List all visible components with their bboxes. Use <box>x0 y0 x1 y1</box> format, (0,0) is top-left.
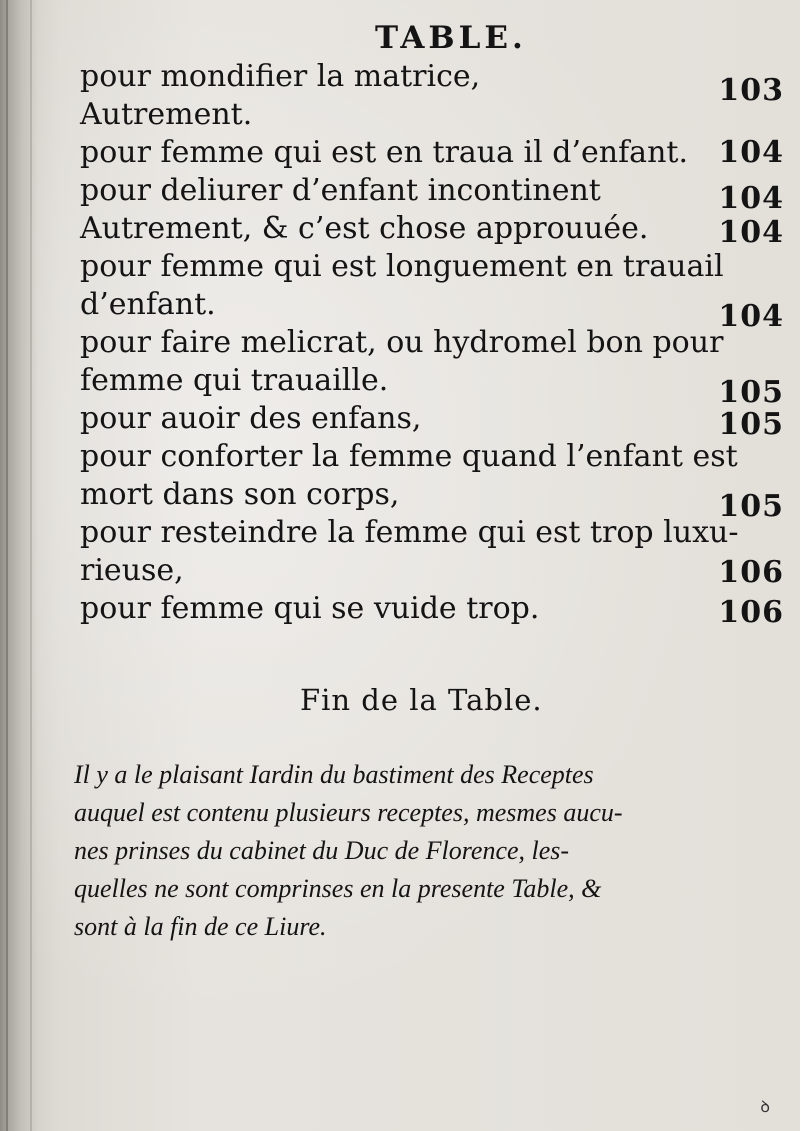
entry-page-number: 104 <box>718 181 784 216</box>
entry-page-number: 105 <box>718 375 784 410</box>
entry-text: pour conforter la femme quand l’enfant est <box>80 439 738 474</box>
entry-text: pour femme qui est longuement en trauail <box>80 249 724 284</box>
entry-text: Autrement, & c’est chose approuuée. <box>80 211 649 246</box>
entry-text: pour auoir des enfans, <box>80 401 422 436</box>
note-line: sont à la fin de ce Liure. <box>74 912 327 941</box>
entry-page-number: 105 <box>718 489 784 524</box>
entry-page-number: 104 <box>718 299 784 334</box>
gutter-edge-line <box>30 0 32 1131</box>
note-line: nes prinses du cabinet du Duc de Florence, les- <box>74 836 570 865</box>
entry-page-number: 106 <box>718 595 784 630</box>
table-entry <box>80 590 790 628</box>
note-line: quelles ne sont comprinses en la presente Table, & <box>74 874 602 903</box>
entry-text: pour femme qui se vuide trop. <box>80 591 540 626</box>
table-entry <box>80 438 790 524</box>
table-entries <box>80 58 790 628</box>
italic-note <box>74 756 790 946</box>
entry-text: pour deliurer d’enfant incontinent <box>80 173 601 208</box>
table-entry <box>80 134 790 172</box>
note-line: auquel est contenu plusieurs receptes, mesmes aucu- <box>74 798 623 827</box>
end-of-table-heading: Fin de la Table. <box>300 683 543 717</box>
entry-page-number: 103 <box>718 73 784 108</box>
entry-text-continued: d’enfant. <box>80 287 216 322</box>
entry-page-number: 106 <box>718 555 784 590</box>
table-entry <box>80 96 790 134</box>
table-entry <box>80 248 790 334</box>
table-entry <box>80 172 790 216</box>
entry-text-continued: rieuse, <box>80 553 184 588</box>
entry-text: pour femme qui est en traua il d’enfant. <box>80 135 688 170</box>
entry-text: pour mondifier la matrice, <box>80 59 481 94</box>
entry-page-number: 105 <box>718 407 784 442</box>
running-head: TABLE. <box>375 20 527 56</box>
entry-text: pour resteindre la femme qui est trop luxu- <box>80 515 739 550</box>
note-line: Il y a le plaisant Iardin du bastiment des Receptes <box>74 760 594 789</box>
entry-page-number: 104 <box>718 215 784 250</box>
gutter-edge-line <box>6 0 8 1131</box>
table-entry <box>80 514 790 590</box>
entry-text: Autrement. <box>80 97 253 132</box>
table-entry <box>80 210 790 248</box>
corner-smudge-mark: ꝺ <box>760 1097 770 1116</box>
entry-text-continued: mort dans son corps, <box>80 477 400 512</box>
entry-text: pour faire melicrat, ou hydromel bon pour <box>80 325 724 360</box>
entry-text-continued: femme qui trauaille. <box>80 363 389 398</box>
table-entry <box>80 324 790 410</box>
table-entry <box>80 400 790 442</box>
table-entry <box>80 58 790 108</box>
entry-page-number: 104 <box>718 135 784 170</box>
